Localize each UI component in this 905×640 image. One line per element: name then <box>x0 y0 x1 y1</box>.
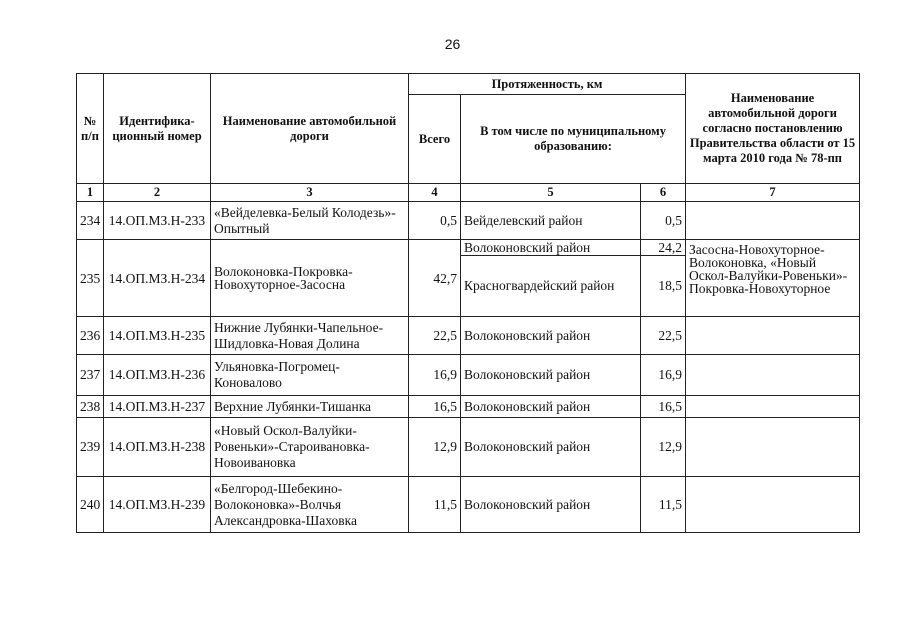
row-total-km: 11,5 <box>409 477 461 533</box>
header-id: Идентифика-ционный номер <box>104 74 211 184</box>
row-note <box>686 418 860 477</box>
row-note <box>686 355 860 396</box>
row-road-name: Ульяновка-Погромец-Коновалово <box>211 355 409 396</box>
row-district: Волоконовский район <box>461 355 641 396</box>
table-row <box>77 418 860 477</box>
row-road-name: «Белгород-Шебекино-Волоконовка»-Волчья Александровка-Шаховка <box>211 477 409 533</box>
row-note <box>686 202 860 240</box>
column-number: 1 <box>77 184 104 202</box>
row-district-km: 16,9 <box>641 355 686 396</box>
header-including: В том числе по муниципальному образованию: <box>461 95 686 184</box>
table-row <box>77 396 860 418</box>
row-district-km: 11,5 <box>641 477 686 533</box>
table-row <box>77 355 860 396</box>
row-district: Волоконовский район <box>461 477 641 533</box>
row-road-name: «Новый Оскол-Валуйки-Ровеньки»-Староивановка-Новоивановка <box>211 418 409 477</box>
row-district: Волоконовский район <box>461 240 641 256</box>
column-numbers-row <box>77 184 860 202</box>
table-row <box>77 477 860 533</box>
table-row <box>77 317 860 355</box>
column-number: 3 <box>211 184 409 202</box>
row-note <box>686 477 860 533</box>
row-id: 14.ОП.МЗ.Н-237 <box>104 396 211 418</box>
row-district: Вейделевский район <box>461 202 641 240</box>
row-id: 14.ОП.МЗ.Н-236 <box>104 355 211 396</box>
column-number: 6 <box>641 184 686 202</box>
row-district-km: 24,2 <box>641 240 686 256</box>
row-num: 239 <box>77 418 104 477</box>
column-number: 5 <box>461 184 641 202</box>
row-district-km: 16,5 <box>641 396 686 418</box>
row-district-km: 22,5 <box>641 317 686 355</box>
row-note <box>686 317 860 355</box>
row-num: 236 <box>77 317 104 355</box>
row-district: Красногвардейский район <box>461 256 641 317</box>
column-number: 2 <box>104 184 211 202</box>
row-total-km: 12,9 <box>409 418 461 477</box>
row-road-name: Нижние Лубянки-Чапельное-Шидловка-Новая Долина <box>211 317 409 355</box>
header-num: № п/п <box>77 74 104 184</box>
row-total-km: 16,9 <box>409 355 461 396</box>
row-total-km: 42,7 <box>409 240 461 317</box>
page-number: 26 <box>444 36 461 52</box>
row-district: Волоконовский район <box>461 317 641 355</box>
header-total: Всего <box>409 95 461 184</box>
row-total-km: 0,5 <box>409 202 461 240</box>
row-note: Засосна-Новохуторное-Волоконовка, «Новый Оскол-Валуйки-Ровеньки»-Покровка-Новохуторное <box>686 240 860 317</box>
header-resolution-name: Наименование автомобильной дороги согласно постановлению Правительства области от 15 марта 2010 года № 78-пп <box>686 74 860 184</box>
row-id: 14.ОП.МЗ.Н-233 <box>104 202 211 240</box>
row-district-km: 0,5 <box>641 202 686 240</box>
row-road-name: Верхние Лубянки-Тишанка <box>211 396 409 418</box>
row-note <box>686 396 860 418</box>
row-id: 14.ОП.МЗ.Н-239 <box>104 477 211 533</box>
row-num: 234 <box>77 202 104 240</box>
roads-table <box>76 73 860 533</box>
row-district: Волоконовский район <box>461 418 641 477</box>
header-row-1 <box>77 74 860 95</box>
table-row <box>77 240 860 256</box>
row-district: Волоконовский район <box>461 396 641 418</box>
row-num: 235 <box>77 240 104 317</box>
row-num: 237 <box>77 355 104 396</box>
row-road-name: Волоконовка-Покровка-Новохуторное-Засосна <box>211 240 409 317</box>
table-row <box>77 202 860 240</box>
row-id: 14.ОП.МЗ.Н-234 <box>104 240 211 317</box>
column-number: 4 <box>409 184 461 202</box>
row-district-km: 12,9 <box>641 418 686 477</box>
header-length: Протяженность, км <box>409 74 686 95</box>
row-id: 14.ОП.МЗ.Н-235 <box>104 317 211 355</box>
column-number: 7 <box>686 184 860 202</box>
row-num: 240 <box>77 477 104 533</box>
row-total-km: 16,5 <box>409 396 461 418</box>
row-district-km: 18,5 <box>641 256 686 317</box>
row-num: 238 <box>77 396 104 418</box>
row-total-km: 22,5 <box>409 317 461 355</box>
row-id: 14.ОП.МЗ.Н-238 <box>104 418 211 477</box>
header-road-name: Наименование автомобильной дороги <box>211 74 409 184</box>
row-road-name: «Вейделевка-Белый Колодезь»-Опытный <box>211 202 409 240</box>
